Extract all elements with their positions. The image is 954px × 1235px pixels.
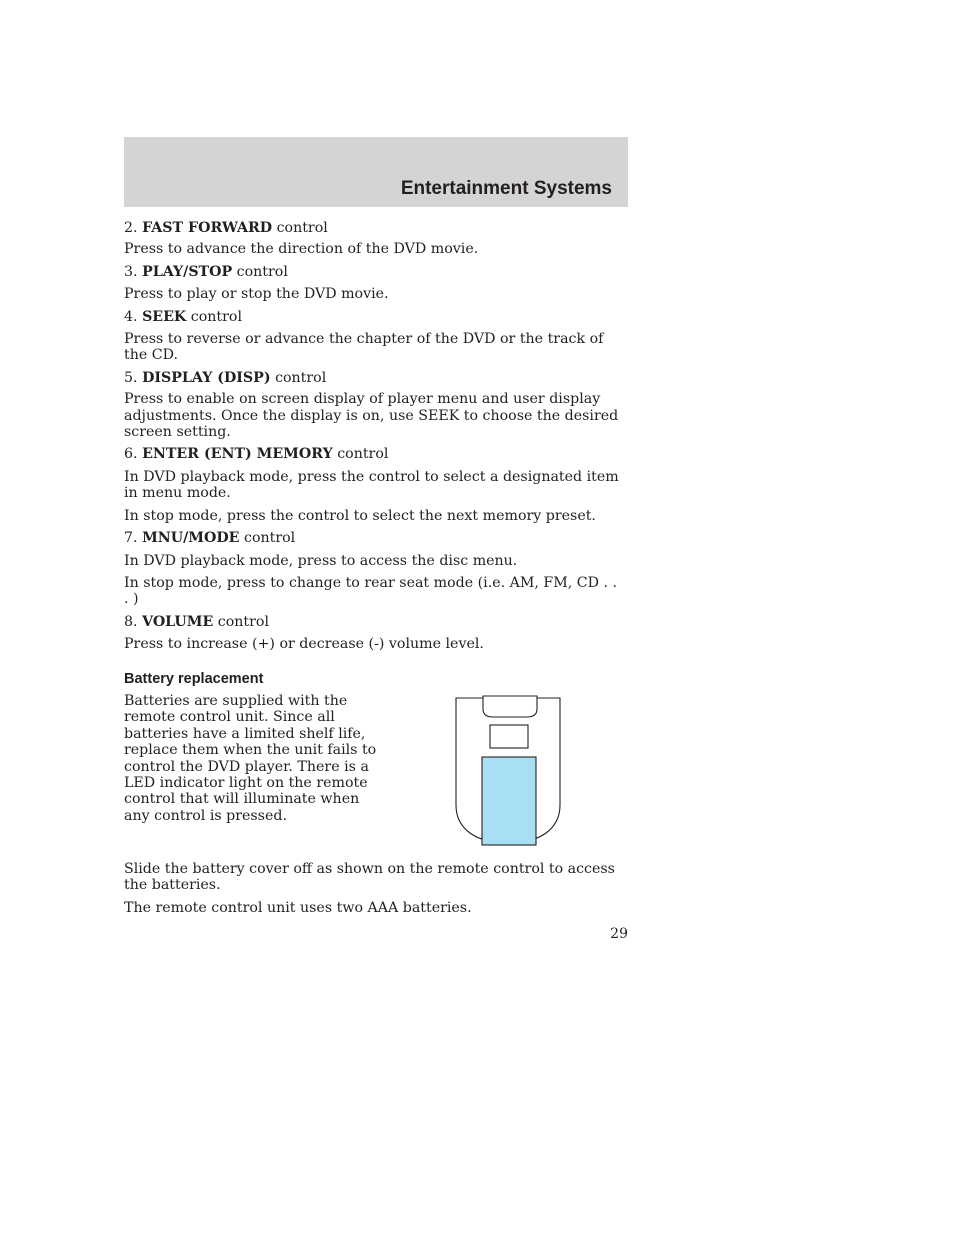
control-description: Press to enable on screen display of player menu and user display adjustments. Once the display is on, use SEEK to choose the desired screen setting. [124,391,619,441]
control-description: Press to increase (+) or decrease (-) volume level. [124,636,484,653]
battery-heading: Battery replacement [124,670,264,687]
control-item-display [124,370,624,441]
control-item-fast-forward [124,220,624,258]
battery-cover [482,757,536,845]
control-item-volume [124,614,624,653]
page-number: 29 [610,926,628,942]
control-heading: 4. SEEK control [124,308,242,325]
control-description: In DVD playback mode, press the control to select a designated item in menu mode. [124,468,619,502]
remote-top-button [483,696,537,717]
control-heading: 5. DISPLAY (DISP) control [124,369,327,386]
control-item-enter-memory [124,446,624,524]
battery-section [124,693,624,861]
section-header-band [124,137,628,207]
battery-slide-instruction: Slide the battery cover off as shown on the remote control to access the batteries. [124,860,615,894]
remote-control-illustration [454,693,564,848]
control-heading: 2. FAST FORWARD control [124,220,328,236]
control-description: Press to advance the direction of the DVD movie. [124,241,479,258]
control-description: In stop mode, press the control to select the next memory preset. [124,507,596,524]
control-description: In DVD playback mode, press to access the disc menu. [124,552,518,569]
control-heading: 6. ENTER (ENT) MEMORY control [124,446,389,463]
battery-type-note: The remote control unit uses two AAA batteries. [124,899,472,916]
remote-led-window [490,725,528,748]
page-content [124,220,624,922]
control-heading: 3. PLAY/STOP control [124,263,288,280]
control-description: Press to play or stop the DVD movie. [124,286,389,303]
control-item-play-stop [124,264,624,303]
control-heading: 8. VOLUME control [124,613,269,630]
control-description: Press to reverse or advance the chapter of the DVD or the track of the CD. [124,331,604,364]
control-item-mnu-mode [124,530,624,608]
control-heading: 7. MNU/MODE control [124,530,296,547]
control-description: In stop mode, press to change to rear seat mode (i.e. AM, FM, CD . . . ) [124,574,618,608]
section-title: Entertainment Systems [400,178,612,199]
battery-intro: Batteries are supplied with the remote control unit. Since all batteries have a limited shelf life, replace them when the unit fails to control the DVD player. There is a LED indicator light on the remote control that will illuminate when any control is pressed. [124,692,377,824]
control-item-seek [124,309,624,364]
